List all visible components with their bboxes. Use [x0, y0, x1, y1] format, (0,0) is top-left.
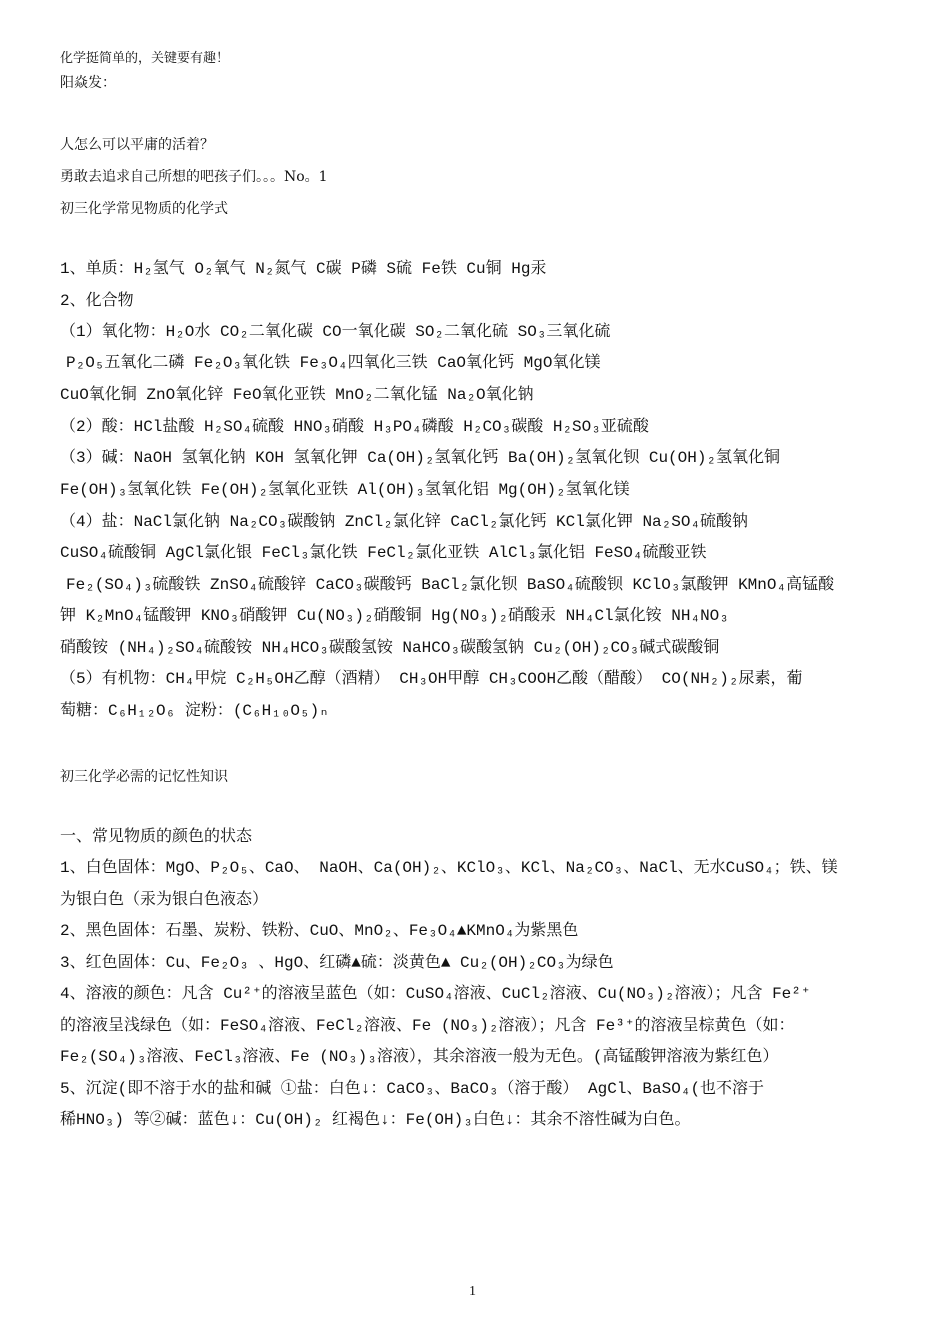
text-line: 1、白色固体：MgO、P₂O₅、CaO、 NaOH、Ca(OH)₂、KClO₃、KCl、Na₂CO₃、NaCl、无水CuSO₄；铁、镁: [60, 859, 838, 877]
text-line: 3、红色固体：Cu、Fe₂O₃ 、HgO、红磷▲硫：淡黄色▲ Cu₂(OH)₂CO₃为绿色: [60, 954, 614, 972]
header-motto: 化学挺简单的，关键要有趣！: [60, 51, 230, 66]
text-line: 稀HNO₃) 等②碱：蓝色↓：Cu(OH)₂ 红褐色↓：Fe(OH)₃白色↓：其余不溶性碱为白色。: [60, 1111, 691, 1129]
text-line: P₂O₅五氧化二磷 Fe₂O₃氧化铁 Fe₃O₄四氧化三铁 CaO氧化钙 MgO氧化镁: [66, 354, 601, 372]
text-line: 5、沉淀(即不溶于水的盐和碱 ①盐：白色↓：CaCO₃、BaCO₃（溶于酸） AgCl、BaSO₄(也不溶于: [60, 1080, 765, 1098]
header-author: 阳焱发：: [60, 75, 116, 91]
text-line: 2、黑色固体：石墨、炭粉、铁粉、CuO、MnO₂、Fe₃O₄▲KMnO₄为紫黑色: [60, 922, 579, 940]
text-line: 硝酸铵 (NH₄)₂SO₄硫酸铵 NH₄HCO₃碳酸氢铵 NaHCO₃碳酸氢钠 Cu₂(OH)₂CO₃碱式碳酸铜: [60, 639, 720, 657]
text-line: Fe(OH)₃氢氧化铁 Fe(OH)₂氢氧化亚铁 Al(OH)₃氢氧化铝 Mg(OH)₂氢氧化镁: [60, 481, 630, 499]
text-line: CuSO₄硫酸铜 AgCl氯化银 FeCl₃氯化铁 FeCl₂氯化亚铁 AlCl₃氯化铝 FeSO₄硫酸亚铁: [60, 544, 707, 562]
text-line: 1、单质：H₂氢气 O₂氧气 N₂氮气 C碳 P磷 S硫 Fe铁 Cu铜 Hg汞: [60, 260, 547, 278]
text-line: 4、溶液的颜色：凡含 Cu²⁺的溶液呈蓝色（如：CuSO₄溶液、CuCl₂溶液、Cu(NO₃)₂溶液）；凡含 Fe²⁺: [60, 985, 811, 1003]
text-line: （2）酸：HCl盐酸 H₂SO₄硫酸 HNO₃硝酸 H₃PO₄磷酸 H₂CO₃碳酸 H₂SO₃亚硫酸: [60, 418, 649, 436]
text-line: 2、化合物: [60, 292, 134, 310]
text-line: CuO氧化铜 ZnO氧化锌 FeO氧化亚铁 MnO₂二氧化锰 Na₂O氧化钠: [60, 386, 534, 404]
section-title-formulas: 初三化学常见物质的化学式: [60, 201, 228, 217]
page-number: 1: [469, 1284, 476, 1299]
text-line: 萄糖：C₆H₁₂O₆ 淀粉：(C₆H₁₀O₅)ₙ: [60, 702, 329, 720]
text-line: Fe₂(SO₄)₃硫酸铁 ZnSO₄硫酸锌 CaCO₃碳酸钙 BaCl₂氯化钡 BaSO₄硫酸钡 KClO₃氯酸钾 KMnO₄高锰酸: [66, 576, 835, 594]
text-line: 为银白色（汞为银白色液态）: [60, 891, 269, 909]
intro-line-2: 勇敢去追求自己所想的吧孩子们。。。No。1: [60, 169, 328, 185]
text-line: （1）氧化物：H₂O水 CO₂二氧化碳 CO一氧化碳 SO₂二氧化硫 SO₃三氧化硫: [60, 323, 611, 341]
text-line: 钾 K₂MnO₄锰酸钾 KNO₃硝酸钾 Cu(NO₃)₂硝酸铜 Hg(NO₃)₂硝酸汞 NH₄Cl氯化铵 NH₄NO₃: [60, 607, 729, 625]
text-line: （3）碱：NaOH 氢氧化钠 KOH 氢氧化钾 Ca(OH)₂氢氧化钙 Ba(OH)₂氢氧化钡 Cu(OH)₂氢氧化铜: [60, 449, 781, 467]
text-line: 的溶液呈浅绿色（如：FeSO₄溶液、FeCl₂溶液、Fe (NO₃)₂溶液）；凡含 Fe³⁺的溶液呈棕黄色（如：: [60, 1017, 795, 1035]
text-line: （5）有机物：CH₄甲烷 C₂H₅OH乙醇（酒精） CH₃OH甲醇 CH₃COOH乙酸（醋酸） CO(NH₂)₂尿素，葡: [60, 670, 803, 688]
text-line: （4）盐：NaCl氯化钠 Na₂CO₃碳酸钠 ZnCl₂氯化锌 CaCl₂氯化钙 KCl氯化钾 Na₂SO₄硫酸钠: [60, 513, 749, 531]
subsection-title-colors: 一、常见物质的颜色的状态: [60, 828, 253, 846]
intro-line-1: 人怎么可以平庸的活着？: [60, 137, 214, 153]
text-line: Fe₂(SO₄)₃溶液、FeCl₃溶液、Fe (NO₃)₃溶液），其余溶液一般为无色。(高锰酸钾溶液为紫红色）: [60, 1048, 779, 1066]
section-title-memory: 初三化学必需的记忆性知识: [60, 769, 228, 785]
